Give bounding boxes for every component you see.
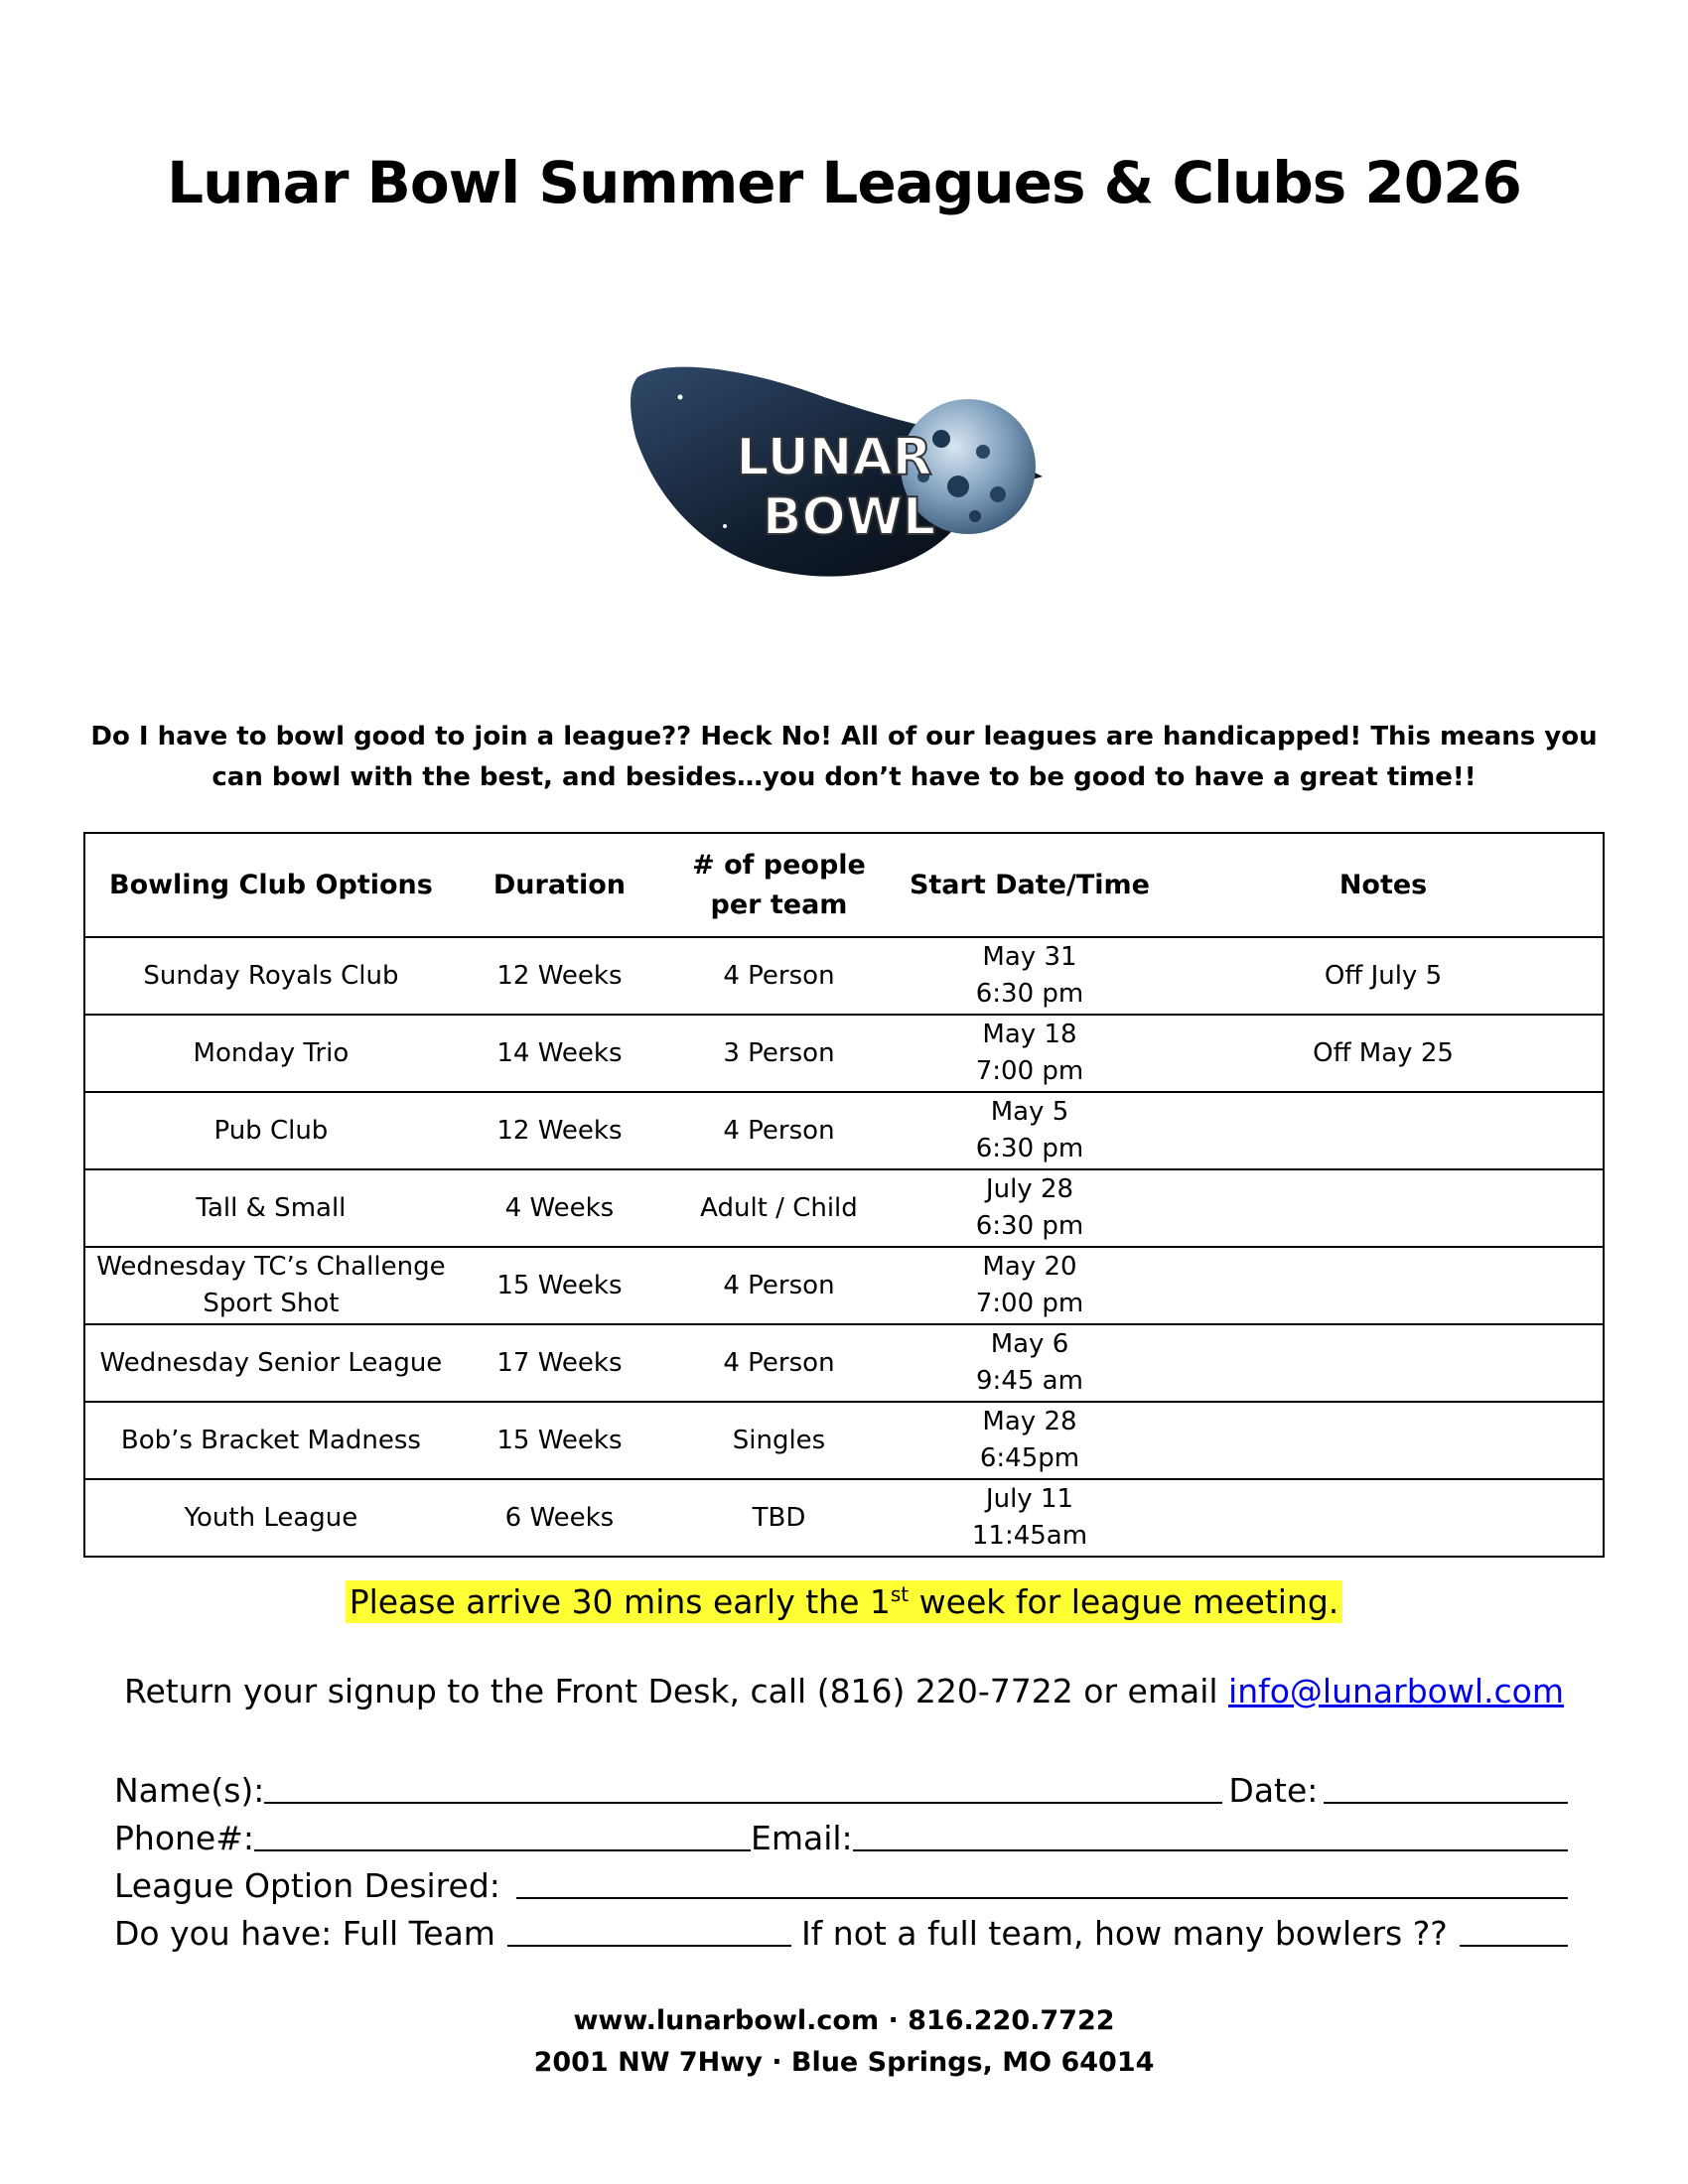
table-row: [84, 1169, 1604, 1247]
name-field[interactable]: [264, 1772, 1222, 1804]
cell-option: [84, 1015, 457, 1092]
email-field[interactable]: [853, 1820, 1568, 1851]
cell-people: [662, 1402, 896, 1479]
cell-start-date: May 20: [982, 1252, 1077, 1282]
return-text: Return your signup to the Front Desk, call (816) 220-7722 or email: [124, 1672, 1229, 1710]
cell-people: [662, 1479, 896, 1557]
table-row: [84, 937, 1604, 1015]
cell-people-people: Adult / Child: [700, 1192, 858, 1223]
cell-duration: [457, 1324, 662, 1402]
cell-notes: [1164, 1092, 1604, 1169]
cell-duration-duration: 12 Weeks: [496, 960, 623, 991]
cell-start-date: May 5: [990, 1097, 1069, 1127]
cell-option: [84, 1169, 457, 1247]
cell-people: [662, 1092, 896, 1169]
table-row: [84, 1324, 1604, 1402]
highlighted-notice: [346, 1580, 1343, 1623]
cell-duration: [457, 1015, 662, 1092]
cell-notes: [1164, 1324, 1604, 1402]
cell-duration: [457, 1169, 662, 1247]
cell-option: [84, 1092, 457, 1169]
form-row-name: [114, 1762, 1574, 1810]
cell-people: [662, 1015, 896, 1092]
cell-option: [84, 1324, 457, 1402]
header-duration: Duration: [492, 869, 626, 900]
full-team-field[interactable]: [507, 1915, 791, 1947]
cell-option-option: Wednesday TC’s Challenge: [96, 1252, 446, 1282]
league-label: League Option Desired:: [114, 1866, 500, 1905]
header-people: [662, 833, 896, 937]
cell-option: [84, 1247, 457, 1324]
table-row: [84, 1247, 1604, 1324]
table-row: [84, 1479, 1604, 1557]
phone-field[interactable]: [254, 1820, 751, 1851]
cell-notes: [1164, 1247, 1604, 1324]
cell-duration-duration: 4 Weeks: [504, 1192, 615, 1223]
header-people-line1: # of people: [692, 849, 866, 881]
cell-people-people: 4 Person: [723, 1347, 835, 1378]
cell-duration-duration: 15 Weeks: [496, 1425, 623, 1455]
cell-notes: [1164, 1015, 1604, 1092]
cell-start: [896, 1092, 1164, 1169]
cell-start-date: May 28: [982, 1407, 1077, 1436]
team-label: Do you have: Full Team: [114, 1914, 495, 1953]
cell-notes: [1164, 1402, 1604, 1479]
cell-duration-duration: 17 Weeks: [496, 1347, 623, 1378]
lunar-bowl-logo: [626, 357, 1062, 606]
cell-start-time: 6:30 pm: [975, 1211, 1084, 1241]
footer-address: 2001 NW 7Hwy · Blue Springs, MO 64014: [533, 2047, 1155, 2078]
cell-start: [896, 1479, 1164, 1557]
footer-web-phone: www.lunarbowl.com · 816.220.7722: [573, 2005, 1115, 2036]
cell-start: [896, 1324, 1164, 1402]
header-start: Start Date/Time: [909, 869, 1150, 900]
form-row-team: [114, 1905, 1574, 1953]
email-label: Email:: [751, 1819, 853, 1857]
cell-people-people: 4 Person: [723, 1115, 835, 1146]
cell-start: [896, 1247, 1164, 1324]
bowlers-count-field[interactable]: [1460, 1915, 1568, 1947]
cell-start-time: 6:30 pm: [975, 979, 1084, 1009]
cell-notes: [1164, 937, 1604, 1015]
cell-people: [662, 937, 896, 1015]
cell-people-people: 4 Person: [723, 960, 835, 991]
cell-option: [84, 937, 457, 1015]
cell-notes: [1164, 1479, 1604, 1557]
email-link[interactable]: info@lunarbowl.com: [1228, 1672, 1564, 1710]
cell-duration-duration: 14 Weeks: [496, 1037, 623, 1068]
cell-option-option: Sunday Royals Club: [143, 960, 399, 991]
notice-text-after: week for league meeting.: [909, 1582, 1339, 1621]
cell-duration-duration: 12 Weeks: [496, 1115, 623, 1146]
cell-people-people: 4 Person: [723, 1270, 835, 1300]
cell-start: [896, 1015, 1164, 1092]
star-icon: [678, 395, 683, 400]
cell-start: [896, 1169, 1164, 1247]
logo-word-lunar: LUNAR: [736, 428, 932, 487]
cell-start-time: 7:00 pm: [975, 1289, 1084, 1318]
cell-start-time: 11:45am: [971, 1521, 1088, 1551]
cell-people-people: TBD: [752, 1502, 806, 1533]
form-row-phone: [114, 1810, 1574, 1857]
cell-people: [662, 1247, 896, 1324]
cell-option-option: Monday Trio: [193, 1037, 350, 1068]
bowlers-label: If not a full team, how many bowlers ??: [800, 1914, 1448, 1953]
cell-duration: [457, 1247, 662, 1324]
cell-start-date: May 18: [982, 1020, 1077, 1049]
cell-start-time: 7:00 pm: [975, 1056, 1084, 1086]
cell-start: [896, 937, 1164, 1015]
leagues-table: [83, 832, 1605, 1558]
cell-option-option: Tall & Small: [196, 1192, 347, 1223]
cell-option: [84, 1479, 457, 1557]
name-label: Name(s):: [114, 1771, 265, 1810]
cell-people: [662, 1324, 896, 1402]
signup-form: [114, 1762, 1574, 1953]
header-options: Bowling Club Options: [108, 869, 433, 900]
cell-duration: [457, 937, 662, 1015]
cell-start-date: July 11: [985, 1484, 1074, 1514]
cell-start-time: 6:45pm: [979, 1443, 1080, 1473]
cell-notes-notes: Off July 5: [1324, 960, 1443, 991]
form-row-league: [114, 1857, 1574, 1905]
star-icon: [723, 524, 727, 528]
cell-start-date: July 28: [985, 1174, 1074, 1204]
cell-notes: [1164, 1169, 1604, 1247]
cell-duration: [457, 1092, 662, 1169]
cell-notes-notes: Off May 25: [1313, 1037, 1454, 1068]
date-label: Date:: [1228, 1771, 1319, 1810]
cell-duration-duration: 15 Weeks: [496, 1270, 623, 1300]
cell-duration: [457, 1479, 662, 1557]
cell-people-people: Singles: [732, 1425, 826, 1455]
cell-option: [84, 1402, 457, 1479]
cell-people-people: 3 Person: [723, 1037, 835, 1068]
cell-option-option: Wednesday Senior League: [99, 1347, 443, 1378]
phone-label: Phone#:: [114, 1819, 254, 1857]
league-option-field[interactable]: [516, 1867, 1568, 1899]
notice-superscript: st: [890, 1582, 910, 1606]
cell-start: [896, 1402, 1164, 1479]
arrival-notice: [0, 1582, 1688, 1621]
cell-duration: [457, 1402, 662, 1479]
table-header-row: [84, 833, 1604, 937]
return-instructions: [0, 1672, 1688, 1710]
table-row: [84, 1402, 1604, 1479]
cell-option-option: Youth League: [184, 1502, 358, 1533]
cell-option-option: Bob’s Bracket Madness: [120, 1425, 421, 1455]
cell-start-date: May 6: [990, 1329, 1069, 1359]
cell-option-option2: Sport Shot: [203, 1289, 340, 1318]
cell-start-time: 9:45 am: [976, 1366, 1083, 1396]
notice-text-before: Please arrive 30 mins early the 1: [349, 1582, 891, 1621]
header-people-line2: per team: [710, 888, 848, 920]
logo-word-bowl: BOWL: [762, 487, 936, 547]
intro-text: Do I have to bowl good to join a league?? Heck No! All of our leagues are handicapped! This means you can bowl with the best, and besides…you don’t have to be good to have a great time!!: [90, 722, 1598, 792]
table-row: [84, 1092, 1604, 1169]
cell-start-time: 6:30 pm: [975, 1134, 1084, 1163]
cell-start-date: May 31: [982, 942, 1077, 972]
footer: [0, 2000, 1688, 2084]
cell-duration-duration: 6 Weeks: [504, 1502, 615, 1533]
table-row: [84, 1015, 1604, 1092]
page-title: Lunar Bowl Summer Leagues & Clubs 2026: [167, 149, 1521, 216]
cell-people: [662, 1169, 896, 1247]
cell-option-option: Pub Club: [213, 1115, 329, 1146]
header-notes: Notes: [1338, 869, 1428, 900]
date-field[interactable]: [1324, 1772, 1568, 1804]
